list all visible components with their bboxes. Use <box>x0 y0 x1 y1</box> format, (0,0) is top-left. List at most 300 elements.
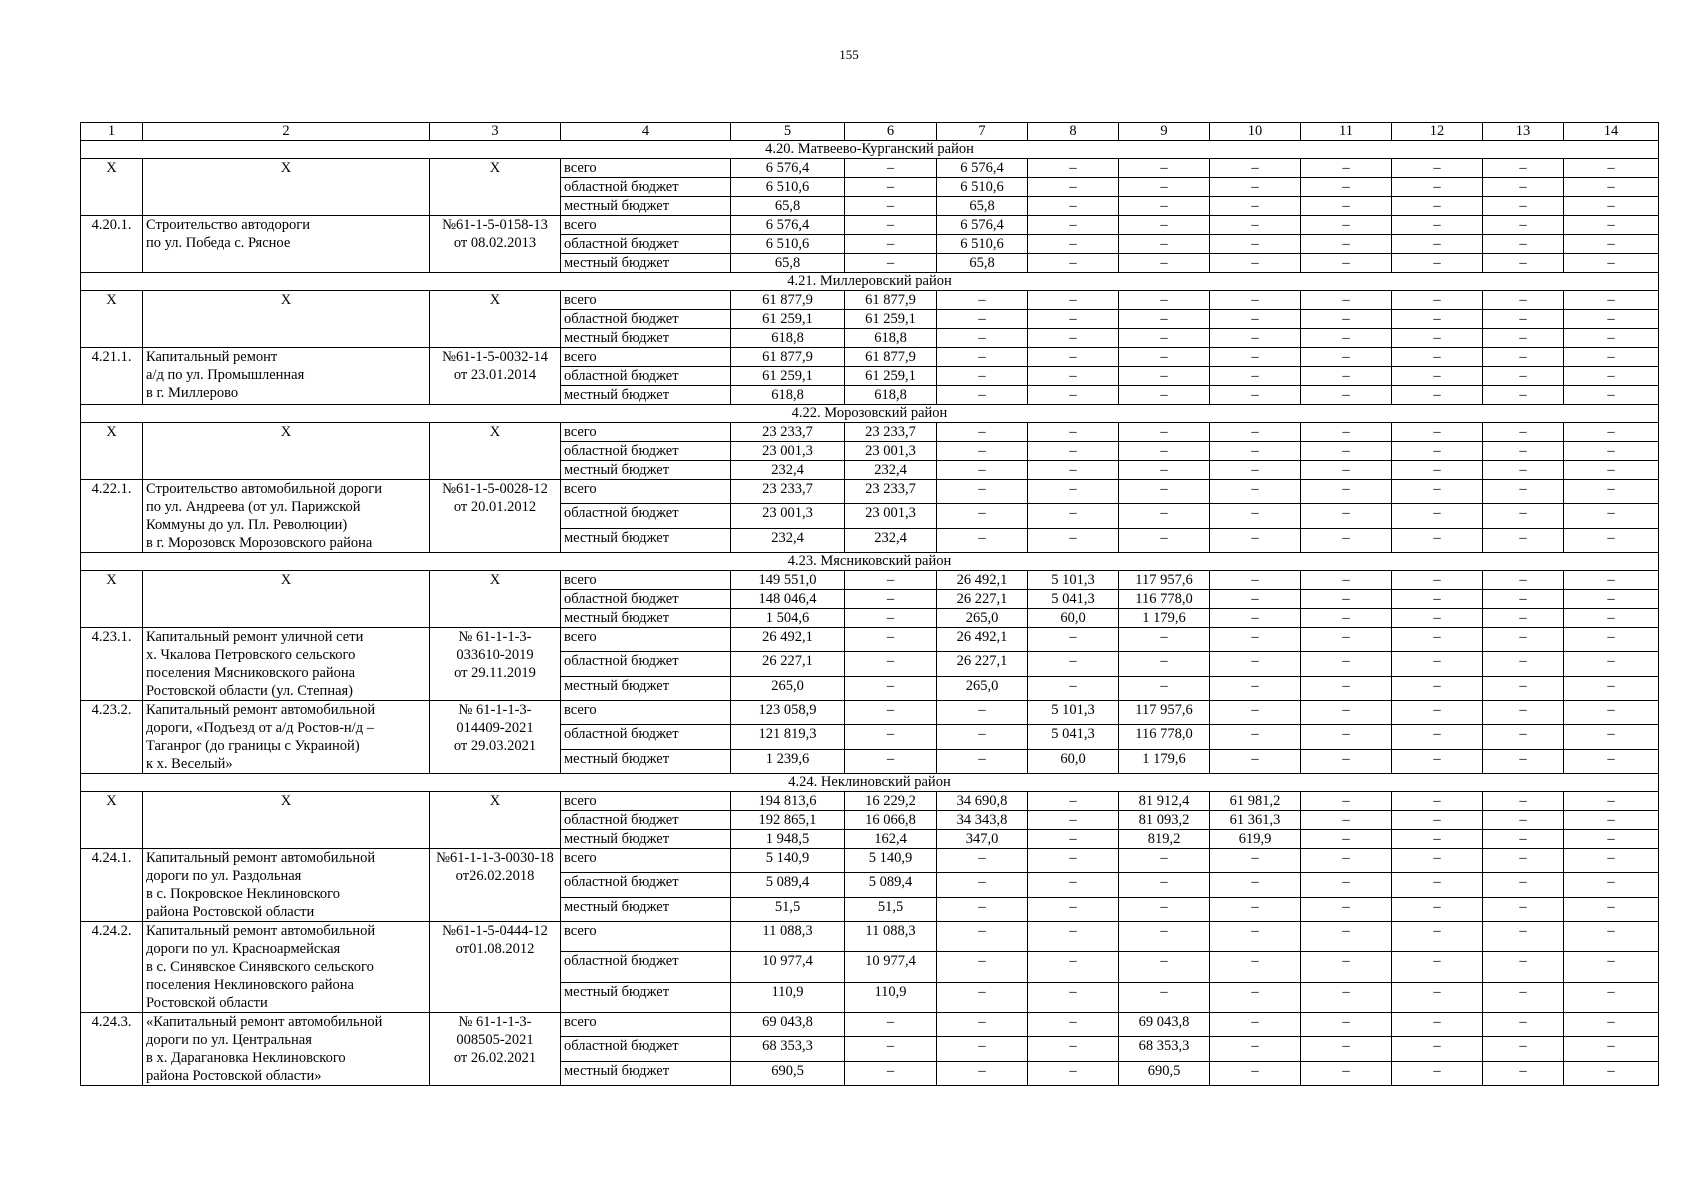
amount-cell: – <box>1392 811 1483 830</box>
amount-cell: – <box>1210 873 1301 897</box>
amount-cell: – <box>937 461 1028 480</box>
amount-cell: – <box>1210 386 1301 405</box>
amount-cell: – <box>937 1013 1028 1037</box>
amount-cell: – <box>1392 461 1483 480</box>
amount-cell: – <box>1483 235 1564 254</box>
amount-cell: – <box>1301 386 1392 405</box>
amount-cell: 51,5 <box>845 897 937 921</box>
amount-cell: – <box>1564 749 1659 773</box>
amount-cell: – <box>937 849 1028 873</box>
amount-cell: – <box>1119 873 1210 897</box>
amount-cell: 61 877,9 <box>731 348 845 367</box>
amount-cell: – <box>1028 310 1119 329</box>
amount-cell: 68 353,3 <box>731 1037 845 1061</box>
amount-cell: – <box>1301 442 1392 461</box>
amount-cell: – <box>1210 897 1301 921</box>
amount-cell: – <box>1392 725 1483 749</box>
amount-cell: – <box>1483 701 1564 725</box>
item-registry-cell: №61-1-5-0032-14 от 23.01.2014 <box>430 348 561 405</box>
amount-cell: – <box>1483 749 1564 773</box>
column-header: 14 <box>1564 123 1659 141</box>
amount-cell: 1 179,6 <box>1119 749 1210 773</box>
amount-cell: – <box>1392 873 1483 897</box>
amount-cell: – <box>1483 830 1564 849</box>
amount-cell: 6 510,6 <box>731 235 845 254</box>
amount-cell: – <box>1483 442 1564 461</box>
amount-cell: – <box>1028 197 1119 216</box>
amount-cell: – <box>1564 178 1659 197</box>
amount-cell: – <box>937 952 1028 982</box>
budget-source-cell: областной бюджет <box>561 504 731 528</box>
amount-cell: – <box>937 528 1028 552</box>
item-registry-cell: №61-1-5-0444-12 от01.08.2012 <box>430 922 561 1013</box>
amount-cell: – <box>1392 291 1483 310</box>
amount-cell: – <box>1483 310 1564 329</box>
amount-cell: – <box>1301 1037 1392 1061</box>
amount-cell: 1 179,6 <box>1119 609 1210 628</box>
amount-cell: – <box>845 1037 937 1061</box>
amount-cell: – <box>1119 849 1210 873</box>
item-number-cell: 4.22.1. <box>81 480 143 553</box>
amount-cell: 65,8 <box>731 254 845 273</box>
column-header: 11 <box>1301 123 1392 141</box>
amount-cell: – <box>845 725 937 749</box>
amount-cell: – <box>1028 982 1119 1012</box>
amount-cell: – <box>1301 254 1392 273</box>
table-row <box>81 348 1659 367</box>
amount-cell: – <box>1301 830 1392 849</box>
budget-source-cell: всего <box>561 159 731 178</box>
amount-cell: – <box>1210 442 1301 461</box>
amount-cell: 5 140,9 <box>731 849 845 873</box>
amount-cell: – <box>1301 676 1392 700</box>
amount-cell: – <box>1210 952 1301 982</box>
amount-cell: 149 551,0 <box>731 571 845 590</box>
budget-source-cell: всего <box>561 792 731 811</box>
amount-cell: – <box>1392 1061 1483 1085</box>
amount-cell: – <box>1028 792 1119 811</box>
amount-cell: – <box>1483 792 1564 811</box>
amount-cell: – <box>1483 1037 1564 1061</box>
amount-cell: 61 259,1 <box>845 310 937 329</box>
amount-cell: – <box>1392 830 1483 849</box>
amount-cell: – <box>845 1061 937 1085</box>
amount-cell: 5 041,3 <box>1028 590 1119 609</box>
amount-cell: – <box>1028 528 1119 552</box>
amount-cell: – <box>1119 922 1210 952</box>
summary-row <box>81 291 1659 310</box>
amount-cell: – <box>1392 922 1483 952</box>
summary-name-cell: X <box>143 159 430 216</box>
amount-cell: – <box>1483 628 1564 652</box>
amount-cell: – <box>1564 329 1659 348</box>
amount-cell: – <box>1028 367 1119 386</box>
item-registry-cell: №61-1-1-3-0030-18 от26.02.2018 <box>430 849 561 922</box>
amount-cell: – <box>937 725 1028 749</box>
summary-name-cell: X <box>143 423 430 480</box>
budget-source-cell: всего <box>561 423 731 442</box>
amount-cell: – <box>937 386 1028 405</box>
amount-cell: – <box>1564 386 1659 405</box>
amount-cell: – <box>845 178 937 197</box>
budget-source-cell: областной бюджет <box>561 367 731 386</box>
amount-cell: 618,8 <box>731 329 845 348</box>
amount-cell: – <box>1564 982 1659 1012</box>
budget-source-cell: местный бюджет <box>561 329 731 348</box>
amount-cell: – <box>1301 216 1392 235</box>
section-title: 4.24. Неклиновский район <box>81 774 1659 792</box>
amount-cell: – <box>1392 749 1483 773</box>
amount-cell: – <box>1564 254 1659 273</box>
budget-source-cell: местный бюджет <box>561 461 731 480</box>
budget-source-cell: областной бюджет <box>561 811 731 830</box>
section-header-row <box>81 553 1659 571</box>
amount-cell: – <box>1392 216 1483 235</box>
amount-cell: – <box>937 922 1028 952</box>
amount-cell: – <box>1483 590 1564 609</box>
summary-row <box>81 159 1659 178</box>
amount-cell: – <box>1392 982 1483 1012</box>
amount-cell: – <box>1564 197 1659 216</box>
amount-cell: 265,0 <box>731 676 845 700</box>
amount-cell: – <box>1483 952 1564 982</box>
amount-cell: 69 043,8 <box>731 1013 845 1037</box>
amount-cell: – <box>1564 922 1659 952</box>
amount-cell: – <box>1392 442 1483 461</box>
amount-cell: – <box>1028 329 1119 348</box>
amount-cell: – <box>1210 159 1301 178</box>
amount-cell: – <box>1483 897 1564 921</box>
amount-cell: 23 001,3 <box>845 504 937 528</box>
amount-cell: 23 233,7 <box>731 423 845 442</box>
amount-cell: – <box>1210 178 1301 197</box>
amount-cell: 618,8 <box>845 386 937 405</box>
budget-source-cell: областной бюджет <box>561 235 731 254</box>
amount-cell: – <box>1119 291 1210 310</box>
amount-cell: – <box>1210 652 1301 676</box>
amount-cell: 5 101,3 <box>1028 571 1119 590</box>
amount-cell: – <box>1210 291 1301 310</box>
amount-cell: – <box>937 749 1028 773</box>
amount-cell: 819,2 <box>1119 830 1210 849</box>
summary-row <box>81 792 1659 811</box>
item-registry-cell: № 61-1-1-3- 033610-2019 от 29.11.2019 <box>430 628 561 701</box>
amount-cell: – <box>1564 628 1659 652</box>
amount-cell: – <box>1392 159 1483 178</box>
amount-cell: – <box>1564 952 1659 982</box>
table-row <box>81 480 1659 504</box>
amount-cell: 1 239,6 <box>731 749 845 773</box>
table-row <box>81 849 1659 873</box>
amount-cell: – <box>1392 590 1483 609</box>
column-header: 12 <box>1392 123 1483 141</box>
amount-cell: – <box>1564 725 1659 749</box>
amount-cell: – <box>1028 628 1119 652</box>
amount-cell: – <box>1210 461 1301 480</box>
amount-cell: – <box>1392 367 1483 386</box>
amount-cell: – <box>1564 235 1659 254</box>
amount-cell: – <box>1301 235 1392 254</box>
amount-cell: – <box>1483 652 1564 676</box>
amount-cell: – <box>1028 1037 1119 1061</box>
amount-cell: 110,9 <box>731 982 845 1012</box>
item-registry-cell: № 61-1-1-3- 014409-2021 от 29.03.2021 <box>430 701 561 774</box>
budget-source-cell: областной бюджет <box>561 873 731 897</box>
amount-cell: – <box>1483 480 1564 504</box>
amount-cell: – <box>1210 982 1301 1012</box>
column-header: 2 <box>143 123 430 141</box>
amount-cell: – <box>1483 528 1564 552</box>
amount-cell: – <box>1210 725 1301 749</box>
amount-cell: – <box>1028 811 1119 830</box>
amount-cell: 162,4 <box>845 830 937 849</box>
amount-cell: – <box>1392 652 1483 676</box>
amount-cell: – <box>937 423 1028 442</box>
item-name-cell: Капитальный ремонт автомобильной дороги, «Подъезд от а/д Ростов-н/д – Таганрог (до границы с Украиной) к х. Веселый» <box>143 701 430 774</box>
amount-cell: – <box>1028 922 1119 952</box>
item-registry-cell: №61-1-5-0028-12 от 20.01.2012 <box>430 480 561 553</box>
amount-cell: 23 001,3 <box>731 442 845 461</box>
amount-cell: 23 001,3 <box>845 442 937 461</box>
item-name-cell: Капитальный ремонт автомобильной дороги по ул. Красноармейская в с. Синявское Синявского сельского поселения Неклиновского района Ростовской области <box>143 922 430 1013</box>
amount-cell: – <box>1210 590 1301 609</box>
amount-cell: – <box>1564 504 1659 528</box>
amount-cell: – <box>1564 1013 1659 1037</box>
amount-cell: 6 510,6 <box>937 235 1028 254</box>
amount-cell: – <box>1301 571 1392 590</box>
amount-cell: – <box>937 348 1028 367</box>
budget-source-cell: всего <box>561 701 731 725</box>
amount-cell: – <box>1301 367 1392 386</box>
budget-source-cell: местный бюджет <box>561 830 731 849</box>
amount-cell: – <box>1210 310 1301 329</box>
amount-cell: – <box>1392 528 1483 552</box>
amount-cell: 68 353,3 <box>1119 1037 1210 1061</box>
amount-cell: – <box>937 310 1028 329</box>
section-header-row <box>81 273 1659 291</box>
amount-cell: – <box>1564 811 1659 830</box>
amount-cell: – <box>1119 348 1210 367</box>
amount-cell: – <box>1564 571 1659 590</box>
amount-cell: 65,8 <box>937 197 1028 216</box>
amount-cell: – <box>1301 952 1392 982</box>
amount-cell: – <box>845 628 937 652</box>
amount-cell: – <box>1028 897 1119 921</box>
budget-source-cell: областной бюджет <box>561 178 731 197</box>
budget-source-cell: местный бюджет <box>561 254 731 273</box>
section-title: 4.20. Матвеево-Курганский район <box>81 141 1659 159</box>
amount-cell: 110,9 <box>845 982 937 1012</box>
amount-cell: 232,4 <box>845 461 937 480</box>
amount-cell: – <box>845 235 937 254</box>
amount-cell: – <box>1301 178 1392 197</box>
amount-cell: 26 492,1 <box>731 628 845 652</box>
amount-cell: – <box>1210 922 1301 952</box>
amount-cell: – <box>1392 254 1483 273</box>
amount-cell: – <box>1483 676 1564 700</box>
amount-cell: – <box>1392 676 1483 700</box>
budget-source-cell: всего <box>561 216 731 235</box>
amount-cell: 232,4 <box>731 528 845 552</box>
amount-cell: 5 041,3 <box>1028 725 1119 749</box>
amount-cell: 61 877,9 <box>845 291 937 310</box>
amount-cell: 26 492,1 <box>937 571 1028 590</box>
amount-cell: – <box>1301 749 1392 773</box>
amount-cell: – <box>1119 159 1210 178</box>
amount-cell: – <box>1301 1061 1392 1085</box>
column-header: 1 <box>81 123 143 141</box>
item-number-cell: 4.23.1. <box>81 628 143 701</box>
amount-cell: 61 259,1 <box>845 367 937 386</box>
budget-source-cell: местный бюджет <box>561 1061 731 1085</box>
amount-cell: – <box>1392 849 1483 873</box>
amount-cell: – <box>1210 504 1301 528</box>
budget-source-cell: всего <box>561 628 731 652</box>
amount-cell: – <box>1119 423 1210 442</box>
amount-cell: – <box>1028 178 1119 197</box>
amount-cell: – <box>845 197 937 216</box>
budget-source-cell: областной бюджет <box>561 590 731 609</box>
amount-cell: 6 576,4 <box>731 159 845 178</box>
amount-cell: – <box>1210 254 1301 273</box>
amount-cell: – <box>1564 461 1659 480</box>
amount-cell: – <box>1392 571 1483 590</box>
amount-cell: – <box>937 291 1028 310</box>
amount-cell: 69 043,8 <box>1119 1013 1210 1037</box>
budget-source-cell: местный бюджет <box>561 982 731 1012</box>
budget-source-cell: областной бюджет <box>561 1037 731 1061</box>
amount-cell: – <box>1301 480 1392 504</box>
amount-cell: – <box>1028 1013 1119 1037</box>
amount-cell: 34 343,8 <box>937 811 1028 830</box>
amount-cell: – <box>1564 480 1659 504</box>
amount-cell: 232,4 <box>731 461 845 480</box>
amount-cell: – <box>1483 504 1564 528</box>
amount-cell: – <box>845 159 937 178</box>
amount-cell: – <box>1028 480 1119 504</box>
amount-cell: 60,0 <box>1028 749 1119 773</box>
amount-cell: – <box>937 329 1028 348</box>
amount-cell: – <box>1119 386 1210 405</box>
amount-cell: – <box>845 676 937 700</box>
amount-cell: 65,8 <box>937 254 1028 273</box>
amount-cell: – <box>1028 504 1119 528</box>
amount-cell: – <box>1119 461 1210 480</box>
amount-cell: – <box>1483 159 1564 178</box>
section-header-row <box>81 141 1659 159</box>
amount-cell: – <box>1564 830 1659 849</box>
table-row <box>81 701 1659 725</box>
budget-source-cell: всего <box>561 1013 731 1037</box>
amount-cell: – <box>1028 1061 1119 1085</box>
amount-cell: – <box>1392 792 1483 811</box>
column-header: 10 <box>1210 123 1301 141</box>
summary-number-cell: X <box>81 159 143 216</box>
budget-source-cell: всего <box>561 348 731 367</box>
summary-registry-cell: X <box>430 571 561 628</box>
amount-cell: – <box>1301 423 1392 442</box>
amount-cell: – <box>1028 952 1119 982</box>
amount-cell: – <box>1210 1037 1301 1061</box>
amount-cell: – <box>1119 442 1210 461</box>
amount-cell: – <box>1392 897 1483 921</box>
amount-cell: – <box>1210 1061 1301 1085</box>
amount-cell: 117 957,6 <box>1119 701 1210 725</box>
amount-cell: – <box>1301 873 1392 897</box>
amount-cell: 194 813,6 <box>731 792 845 811</box>
amount-cell: – <box>1483 348 1564 367</box>
amount-cell: – <box>1483 1061 1564 1085</box>
budget-source-cell: всего <box>561 849 731 873</box>
amount-cell: – <box>1028 216 1119 235</box>
amount-cell: – <box>845 652 937 676</box>
amount-cell: – <box>1483 849 1564 873</box>
amount-cell: 618,8 <box>731 386 845 405</box>
amount-cell: – <box>937 1037 1028 1061</box>
amount-cell: – <box>1564 528 1659 552</box>
amount-cell: 265,0 <box>937 676 1028 700</box>
amount-cell: 61 361,3 <box>1210 811 1301 830</box>
amount-cell: – <box>937 442 1028 461</box>
amount-cell: – <box>937 897 1028 921</box>
budget-source-cell: всего <box>561 571 731 590</box>
amount-cell: – <box>1119 178 1210 197</box>
budget-source-cell: всего <box>561 922 731 952</box>
amount-cell: – <box>1301 197 1392 216</box>
summary-registry-cell: X <box>430 792 561 849</box>
amount-cell: – <box>1028 348 1119 367</box>
amount-cell: – <box>1119 197 1210 216</box>
amount-cell: – <box>1301 528 1392 552</box>
amount-cell: – <box>1483 367 1564 386</box>
amount-cell: – <box>1392 701 1483 725</box>
amount-cell: – <box>1028 235 1119 254</box>
amount-cell: – <box>845 254 937 273</box>
section-header-row <box>81 405 1659 423</box>
amount-cell: – <box>1210 329 1301 348</box>
amount-cell: – <box>1210 571 1301 590</box>
amount-cell: – <box>1119 676 1210 700</box>
amount-cell: 51,5 <box>731 897 845 921</box>
amount-cell: – <box>1210 528 1301 552</box>
summary-number-cell: X <box>81 792 143 849</box>
amount-cell: – <box>1483 423 1564 442</box>
budget-source-cell: областной бюджет <box>561 652 731 676</box>
amount-cell: 1 504,6 <box>731 609 845 628</box>
amount-cell: – <box>1210 216 1301 235</box>
column-header-row <box>81 123 1659 141</box>
section-header-row <box>81 774 1659 792</box>
amount-cell: – <box>1301 628 1392 652</box>
amount-cell: – <box>1483 922 1564 952</box>
amount-cell: – <box>1119 504 1210 528</box>
table-row <box>81 1013 1659 1037</box>
column-header: 5 <box>731 123 845 141</box>
amount-cell: – <box>1301 849 1392 873</box>
amount-cell: 23 233,7 <box>845 480 937 504</box>
amount-cell: 690,5 <box>731 1061 845 1085</box>
amount-cell: – <box>1564 216 1659 235</box>
amount-cell: – <box>1119 982 1210 1012</box>
amount-cell: – <box>1210 367 1301 386</box>
amount-cell: – <box>1210 701 1301 725</box>
amount-cell: – <box>1483 725 1564 749</box>
amount-cell: 26 227,1 <box>731 652 845 676</box>
amount-cell: 81 912,4 <box>1119 792 1210 811</box>
budget-source-cell: местный бюджет <box>561 676 731 700</box>
item-number-cell: 4.24.2. <box>81 922 143 1013</box>
amount-cell: – <box>1483 811 1564 830</box>
